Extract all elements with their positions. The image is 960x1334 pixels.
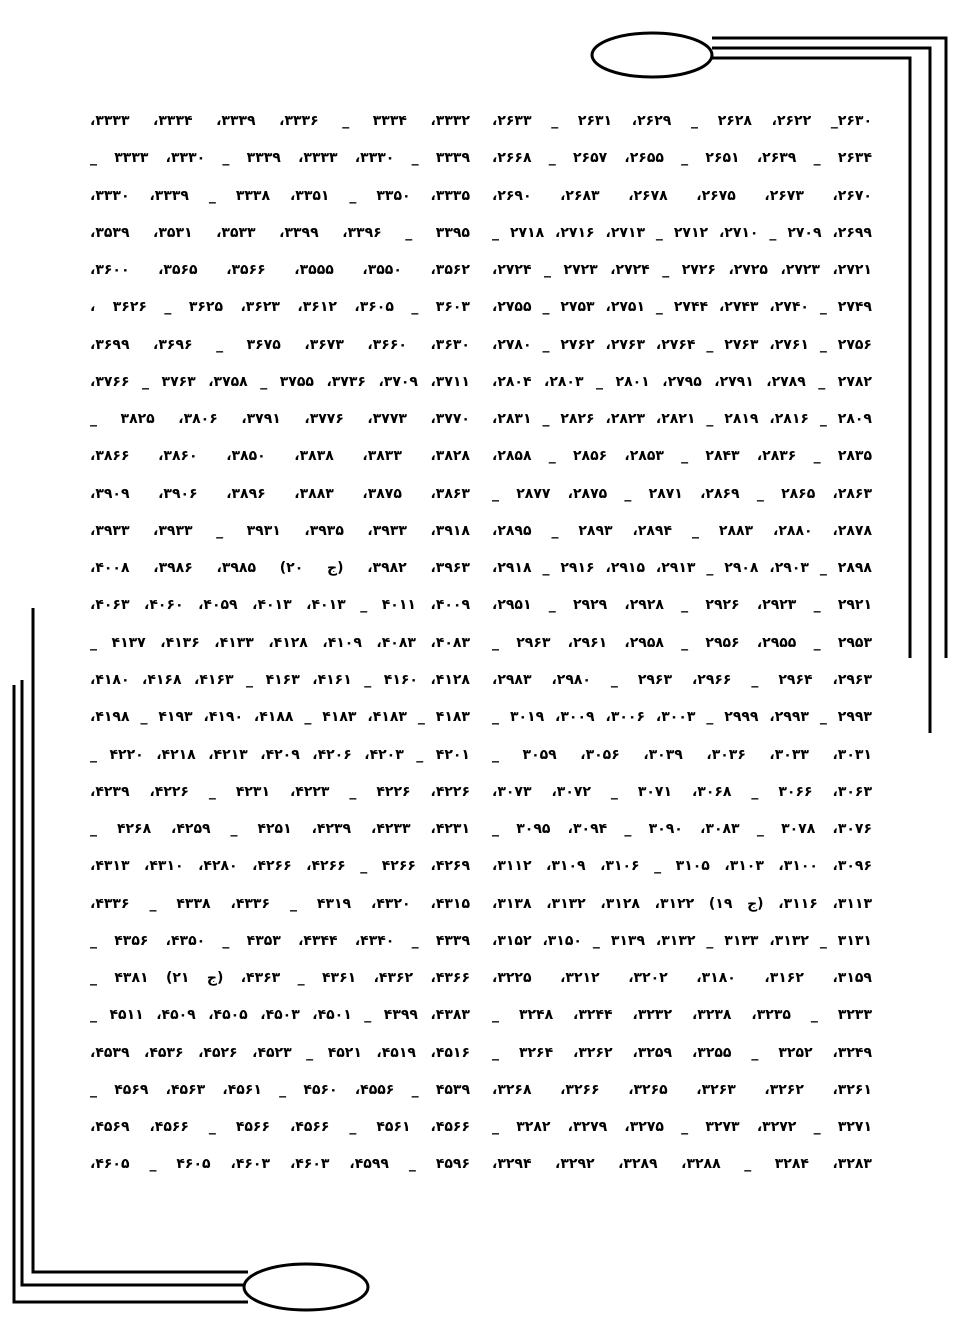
index-line: ۴۵۶۶، ۴۵۶۱ _ ۴۵۶۶، ۴۵۶۶ _ ۴۵۶۶، ۴۵۶۹، xyxy=(90,1119,470,1136)
index-line: ۲۷۸۲ _ ۲۷۸۹، ۲۷۹۱، ۲۷۹۵، ۲۸۰۱ _ ۲۸۰۳، ۲۸۰۴، xyxy=(492,373,872,390)
index-line: ۳۷۷۰، ۳۷۷۳، ۳۷۷۶، ۳۷۹۱، ۳۸۰۶، ۳۸۲۵ _ xyxy=(90,411,470,428)
index-line: ۳۷۱۱، ۳۷۰۹، ۳۷۳۶، ۳۷۵۵ _ ۳۷۵۸، ۳۷۶۳ _ ۳۷۶۶، xyxy=(90,373,470,390)
index-line: ۳۲۳۳ _ ۳۲۳۵، ۳۲۳۸، ۳۲۳۲، ۳۲۴۴، ۳۲۴۸ _ xyxy=(492,1007,872,1024)
index-line: ۲۷۵۶ _ ۲۷۶۱، ۲۷۶۳ _ ۲۷۶۴، ۲۷۶۳، ۲۷۶۲ _ ۲۷۸۰، xyxy=(492,336,872,353)
index-line: ۲۸۳۵ _ ۲۸۳۶، ۲۸۴۳ _ ۲۸۵۳، ۲۸۵۶ _ ۲۸۵۸، xyxy=(492,448,872,465)
index-line: ۳۲۶۱، ۳۲۶۲، ۳۲۶۳، ۳۲۶۵، ۳۲۶۶، ۳۲۶۸، xyxy=(492,1081,872,1098)
index-line: ۳۰۶۳، ۳۰۶۶ _ ۳۰۶۸، ۳۰۷۱ _ ۳۰۷۲، ۳۰۷۳، xyxy=(492,783,872,800)
index-line: ۳۳۳۵، ۳۳۵۰ _ ۳۳۵۱، ۳۳۳۸ _ ۳۳۳۹، ۳۳۳۰، xyxy=(90,187,470,204)
index-line: ۲۹۹۳ _ ۲۹۹۳، ۲۹۹۹ _ ۳۰۰۳، ۳۰۰۶، ۳۰۰۹، ۳۰۱۹ _ xyxy=(492,709,872,726)
index-line: ۲۶۳۰_ ۲۶۲۲، ۲۶۲۸ _ ۲۶۲۹، ۲۶۳۱ _ ۲۶۳۳، xyxy=(492,113,872,129)
index-line: ۴۳۱۵، ۴۳۲۰، ۴۳۱۹ _ ۴۳۳۶، ۴۳۳۸ _ ۴۳۳۶، xyxy=(90,895,470,912)
index-line: ۴۳۶۶، ۴۳۶۲، ۴۳۶۱ _ ۴۳۶۳، (ج ۲۱) ۴۳۸۱ _ xyxy=(90,970,470,987)
top-ornament-oval xyxy=(592,33,712,77)
index-line: ۲۹۵۳ _ ۲۹۵۵، ۲۹۵۶ _ ۲۹۵۸، ۲۹۶۱، ۲۹۶۳ _ xyxy=(492,634,872,651)
index-line: ۲۸۰۹ _ ۲۸۱۶، ۲۸۱۹ _ ۲۸۲۱، ۲۸۲۳، ۲۸۲۶ _ ۲۸۳۱، xyxy=(492,411,872,428)
text-column-right xyxy=(492,103,872,1184)
index-line: ۳۲۴۹، ۳۲۵۲ _ ۳۲۵۵، ۳۲۵۹، ۳۲۶۲، ۳۲۶۴ _ xyxy=(492,1044,872,1061)
index-line: ۴۵۱۶، ۴۵۱۹، ۴۵۲۱ _ ۴۵۲۳، ۴۵۲۶، ۴۵۳۶، ۴۵۳۹، xyxy=(90,1044,470,1061)
index-line: ۴۵۳۹ _ ۴۵۵۶، ۴۵۶۰ _ ۴۵۶۱، ۴۵۶۳، ۴۵۶۹ _ xyxy=(90,1081,470,1098)
index-line: ۳۹۶۳، ۳۹۸۲، (ج ۲۰) ۳۹۸۵، ۳۹۸۶، ۴۰۰۸، xyxy=(90,560,470,577)
index-line: ۳۹۱۸، ۳۹۳۳، ۳۹۳۵، ۳۹۳۱ _ ۳۹۳۳، ۳۹۳۳، xyxy=(90,522,470,539)
index-line: ۲۶۷۰، ۲۶۷۳، ۲۶۷۵، ۲۶۷۸، ۲۶۸۳، ۲۶۹۰، xyxy=(492,187,872,204)
index-line: ۳۳۹۵ _ ۳۳۹۶، ۳۳۹۹، ۳۵۳۳، ۳۵۳۱، ۳۵۳۹، xyxy=(90,224,470,241)
index-line: ۳۸۶۳، ۳۸۷۵، ۳۸۸۳، ۳۸۹۶، ۳۹۰۶، ۳۹۰۹، xyxy=(90,485,470,502)
index-line: ۴۰۸۳، ۴۰۸۳، ۴۱۰۹، ۴۱۲۸، ۴۱۳۳، ۴۱۳۶، ۴۱۳۷ _ xyxy=(90,634,470,651)
index-line: ۴۱۲۸، ۴۱۶۰ _ ۴۱۶۱، ۴۱۶۳ _ ۴۱۶۳، ۴۱۶۸، ۴۱۸۰، xyxy=(90,671,470,688)
bottom-ornament-oval xyxy=(244,1264,368,1310)
index-line: ۳۱۳۱ _ ۳۱۳۲، ۳۱۳۳ _ ۳۱۳۲، ۳۱۳۹ _ ۳۱۵۰، ۳۱۵۲، xyxy=(492,932,872,949)
index-line: ۳۳۳۹ _ ۳۳۳۰، ۳۳۳۳، ۳۳۳۹ _ ۳۳۳۰، ۳۳۳۳ _ xyxy=(90,150,470,167)
index-line: ۲۹۶۳، ۲۹۶۴ _ ۲۹۶۶، ۲۹۶۳ _ ۲۹۸۰، ۲۹۸۳، xyxy=(492,671,872,688)
index-line: ۴۲۶۹، ۴۲۶۶ _ ۴۲۶۶، ۴۲۶۶، ۴۲۸۰، ۴۳۱۰، ۴۳۱۳، xyxy=(90,858,470,875)
index-line: ۲۹۲۱ _ ۲۹۲۳، ۲۹۲۶ _ ۲۹۲۸، ۲۹۲۹ _ ۲۹۵۱، xyxy=(492,597,872,614)
index-line: ۴۳۳۹ _ ۴۳۴۰، ۴۳۴۴، ۴۳۵۳ _ ۴۳۵۰، ۴۳۵۶ _ xyxy=(90,932,470,949)
index-line: ۳۲۸۳، ۳۲۸۴ _ ۳۲۸۸، ۳۲۸۹، ۳۲۹۲، ۳۲۹۴، xyxy=(492,1156,872,1173)
text-column-left xyxy=(90,103,470,1184)
index-line: ۳۱۱۳، ۳۱۱۶، (ج ۱۹) ۳۱۲۲، ۳۱۲۸، ۳۱۳۲، ۳۱۳۸، xyxy=(492,895,872,912)
index-line: ۳۵۶۲، ۳۵۵۰، ۳۵۵۵، ۳۵۶۶، ۳۵۶۵، ۳۶۰۰، xyxy=(90,262,470,279)
index-line: ۳۰۹۶، ۳۱۰۰، ۳۱۰۳، ۳۱۰۵ _ ۳۱۰۶، ۳۱۰۹، ۳۱۱۲، xyxy=(492,858,872,875)
index-line: ۳۰۳۱، ۳۰۳۳، ۳۰۳۶، ۳۰۳۹، ۳۰۵۶، ۳۰۵۹ _ xyxy=(492,746,872,763)
index-line: ۲۷۲۱، ۲۷۲۳، ۲۷۲۵، ۲۷۲۶ _ ۲۷۲۴، ۲۷۲۳ _ ۲۷۲۴، xyxy=(492,262,872,279)
index-line: ۳۸۲۸، ۳۸۳۳، ۳۸۳۸، ۳۸۵۰، ۳۸۶۰، ۳۸۶۶، xyxy=(90,448,470,465)
index-line: ۲۸۶۳، ۲۸۶۵ _ ۲۸۶۹، ۲۸۷۱ _ ۲۸۷۵، ۲۸۷۷ _ xyxy=(492,485,872,502)
index-line: ۴۰۰۹، ۴۰۱۱ _ ۴۰۱۳، ۴۰۱۳، ۴۰۵۹، ۴۰۶۰، ۴۰۶۳، xyxy=(90,597,470,614)
index-line: ۴۲۰۱ _ ۴۲۰۳، ۴۲۰۶، ۴۲۰۹، ۴۲۱۳، ۴۲۱۸، ۴۲۲۰ _ xyxy=(90,746,470,763)
index-line: ۲۷۴۹ _ ۲۷۴۰، ۲۷۴۳، ۲۷۴۴ _ ۲۷۵۱، ۲۷۵۳ _ ۲۷۵۵، xyxy=(492,299,872,316)
index-line: ۳۶۰۳ _ ۳۶۰۵، ۳۶۱۲، ۳۶۲۳، ۳۶۲۵ _ ۳۶۲۶ ، xyxy=(90,299,470,316)
index-line: ۴۵۹۶ _ ۴۵۹۹، ۴۶۰۳، ۴۶۰۳، ۴۶۰۵ _ ۴۶۰۵، xyxy=(90,1156,470,1173)
index-line: ۳۲۷۱ _ ۳۲۷۲، ۳۲۷۳ _ ۳۲۷۵، ۳۲۷۹، ۳۲۸۲ _ xyxy=(492,1119,872,1136)
index-line: ۴۱۸۳ _ ۴۱۸۳، ۴۱۸۳ _ ۴۱۸۸، ۴۱۹۰، ۴۱۹۳ _ ۴۱۹۸، xyxy=(90,709,470,726)
index-line: ۴۲۲۶، ۴۲۲۶ _ ۴۲۲۳، ۴۲۳۱ _ ۴۲۲۶، ۴۲۳۹، xyxy=(90,783,470,800)
index-line: ۳۱۵۹، ۳۱۶۲، ۳۱۸۰، ۳۲۰۲، ۳۲۱۲، ۳۲۲۵، xyxy=(492,970,872,987)
index-line: ۴۲۳۱، ۴۲۳۳، ۴۲۳۹، ۴۲۵۱ _ ۴۲۵۹، ۴۲۶۸ _ xyxy=(90,821,470,838)
index-line: ۲۶۳۴ _ ۲۶۳۹، ۲۶۵۱ _ ۲۶۵۵، ۲۶۵۷ _ ۲۶۶۸، xyxy=(492,150,872,167)
index-line: ۴۳۸۳، ۴۳۹۹ _ ۴۵۰۱، ۴۵۰۳، ۴۵۰۵، ۴۵۰۹، ۴۵۱۱ _ xyxy=(90,1007,470,1024)
index-line: ۳۳۳۲، ۳۳۳۴ _ ۳۳۳۶، ۳۳۳۹، ۳۳۳۴، ۳۳۳۳، xyxy=(90,113,470,129)
index-line: ۲۸۹۸ _ ۲۹۰۳، ۲۹۰۸ _ ۲۹۱۳، ۲۹۱۵، ۲۹۱۶ _ ۲۹۱۸، xyxy=(492,560,872,577)
index-line: ۳۰۷۶، ۳۰۷۸ _ ۳۰۸۳، ۳۰۹۰ _ ۳۰۹۴، ۳۰۹۵ _ xyxy=(492,821,872,838)
index-line: ۲۸۷۸، ۲۸۸۰، ۲۸۸۳ _ ۲۸۹۴، ۲۸۹۳ _ ۲۸۹۵، xyxy=(492,522,872,539)
index-line: ۲۶۹۹، ۲۷۰۹ _ ۲۷۱۰، ۲۷۱۲ _ ۲۷۱۳، ۲۷۱۶، ۲۷۱۸ _ xyxy=(492,224,872,241)
index-line: ۳۶۳۰، ۳۶۶۰، ۳۶۷۳، ۳۶۷۵ _ ۳۶۹۶، ۳۶۹۹، xyxy=(90,336,470,353)
